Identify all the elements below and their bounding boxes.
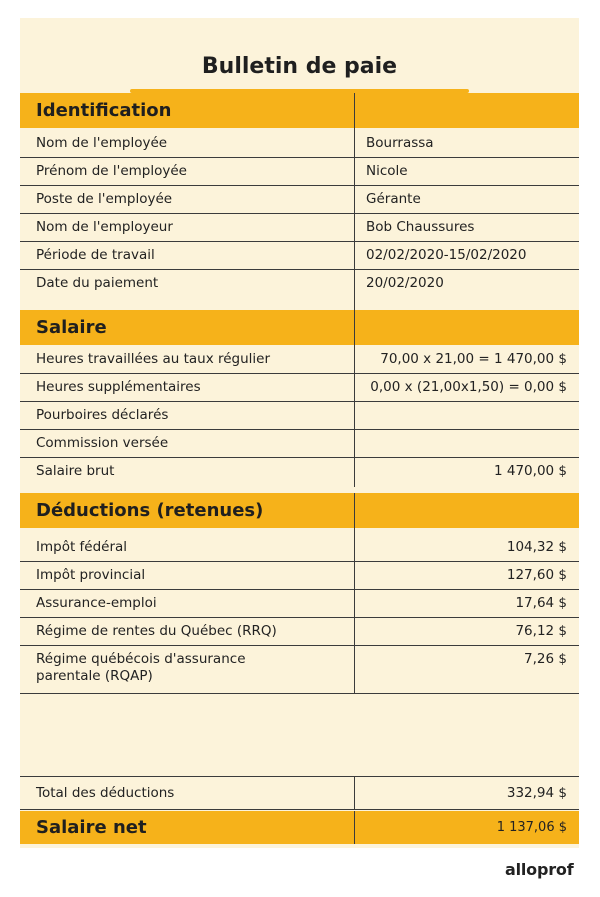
table-row (20, 374, 579, 402)
row-label: Régime québécois d'assurance (36, 651, 246, 667)
table-row (20, 158, 579, 186)
section-title: Déductions (retenues) (36, 500, 264, 521)
row-label: Assurance-emploi (36, 595, 157, 611)
row-label: Heures supplémentaires (36, 379, 201, 395)
table-row (20, 402, 579, 430)
table-row (20, 562, 579, 590)
row-value: Bourrassa (366, 135, 434, 151)
table-row (20, 646, 579, 694)
row-label: Heures travaillées au taux régulier (36, 351, 271, 367)
row-label: Impôt provincial (36, 567, 146, 583)
section-header-salaire (20, 310, 579, 345)
row-label: Pourboires déclarés (36, 407, 169, 423)
row-label: Date du paiement (36, 275, 159, 291)
table-row (20, 430, 579, 458)
row-label: Période de travail (36, 247, 155, 263)
row-value: Nicole (366, 163, 408, 179)
table-row (20, 590, 579, 618)
row-value: Bob Chaussures (366, 219, 475, 235)
row-value: 127,60 $ (506, 567, 567, 583)
row-label-continued: parentale (RQAP) (36, 668, 153, 684)
row-value: Gérante (366, 191, 421, 207)
row-label: Régime de rentes du Québec (RRQ) (36, 623, 277, 639)
table-row (20, 214, 579, 242)
row-value: 70,00 x 21,00 = 1 470,00 $ (380, 351, 567, 367)
row-label: Nom de l'employée (36, 135, 168, 151)
row-value: 7,26 $ (524, 651, 567, 667)
row-label: Impôt fédéral (36, 539, 128, 555)
row-label: Poste de l'employée (36, 191, 173, 207)
pay-slip-table (20, 18, 579, 848)
row-label: Salaire brut (36, 463, 115, 479)
page-title: Bulletin de paie (201, 54, 398, 79)
section-title: Identification (36, 100, 172, 121)
row-value: 0,00 x (21,00x1,50) = 0,00 $ (370, 379, 567, 395)
column-divider (354, 811, 355, 844)
table-row (20, 618, 579, 646)
net-salary-band (20, 811, 579, 844)
table-row (20, 242, 579, 270)
table-row (20, 186, 579, 214)
total-row (20, 776, 579, 810)
row-label: Nom de l'employeur (36, 219, 173, 235)
section-header-deductions (20, 493, 579, 528)
total-value: 332,94 $ (506, 785, 567, 801)
pay-slip-card (20, 18, 579, 848)
table-row (20, 270, 579, 298)
table-row (20, 458, 579, 486)
row-value: 1 470,00 $ (494, 463, 567, 479)
table-row (20, 346, 579, 374)
row-value: 20/02/2020 (366, 275, 444, 291)
row-value: 02/02/2020-15/02/2020 (366, 247, 527, 263)
row-value: 104,32 $ (506, 539, 567, 555)
alloprof-logo: alloprof (505, 860, 574, 879)
net-salary-label: Salaire net (36, 817, 147, 838)
table-row (20, 534, 579, 562)
table-row (20, 130, 579, 158)
row-value: 76,12 $ (515, 623, 567, 639)
section-header-identification (20, 93, 579, 128)
row-label: Commission versée (36, 435, 169, 451)
net-salary-value: 1 137,06 $ (496, 820, 567, 835)
row-value: 17,64 $ (515, 595, 567, 611)
row-label: Prénom de l'employée (36, 163, 187, 179)
section-title: Salaire (36, 317, 107, 338)
total-label: Total des déductions (36, 785, 175, 801)
